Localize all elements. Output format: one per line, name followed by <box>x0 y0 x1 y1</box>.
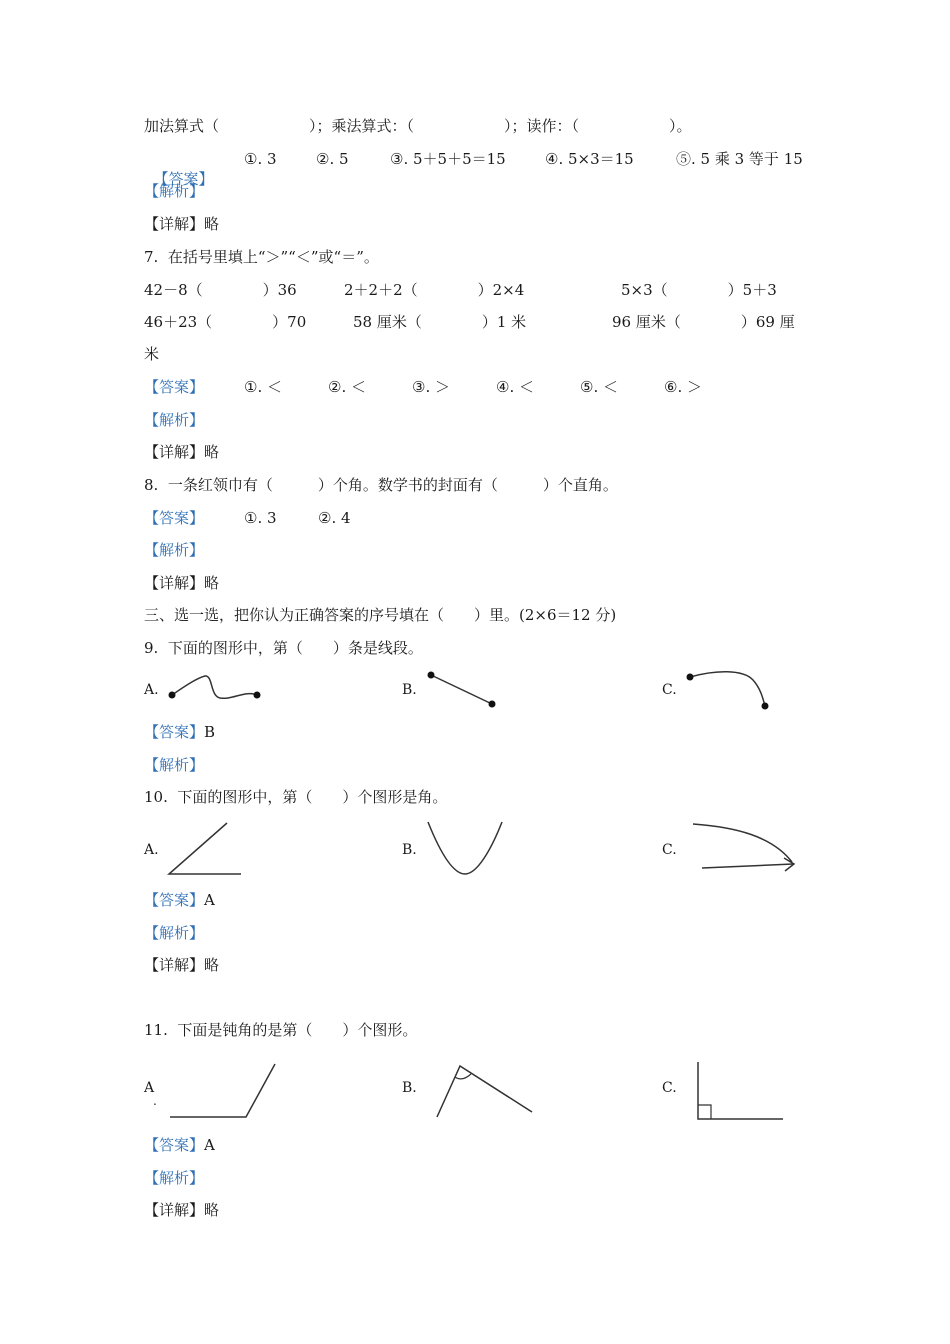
q7-answer-2: ②. ＜ <box>328 378 366 396</box>
detail-text: 略 <box>204 956 220 974</box>
q11-stem: 11. 下面是钝角的是第（ ）个图形。 <box>144 1021 418 1039</box>
answer-label: 【答案】 <box>153 170 214 188</box>
q11-obtuse-angle-figure <box>168 1062 280 1120</box>
answer-label: 【答案】 <box>144 891 205 909</box>
q10-angle-figure <box>165 820 245 878</box>
detail-text: 略 <box>204 443 220 461</box>
q9-line-segment-figure <box>425 670 500 710</box>
q9-stem: 9. 下面的图形中，第（ ）条是线段。 <box>144 639 423 657</box>
q11-answer-line <box>144 1135 215 1155</box>
section-title: 三、选一选，把你认为正确答案的序号填在（ ）里。(2×6＝12 分) <box>144 606 617 624</box>
detail-label: 【详解】 <box>144 443 205 461</box>
q7-compare-1: 42－8（ ）36 <box>144 281 297 299</box>
q10-detail-line <box>144 955 219 975</box>
q8-answer-2: ②. 4 <box>318 509 351 527</box>
answer-value: A <box>204 891 215 909</box>
q6-blanks-line: 加法算式（ ）；乘法算式：（ ）；读作：（ ）。 <box>144 117 692 135</box>
q7-analysis-label: 【解析】 <box>144 411 205 429</box>
detail-label: 【详解】 <box>144 956 205 974</box>
answer-label: 【答案】 <box>144 1136 205 1154</box>
q6-analysis-label: 【解析】 <box>144 182 205 200</box>
q10-option-c-label: C. <box>662 842 677 858</box>
q11-detail-line <box>144 1200 219 1220</box>
q8-answer-1: ①. 3 <box>244 509 277 527</box>
q7-compare-5: 58 厘米（ ）1 米 <box>353 313 527 331</box>
q10-curve-arrow-figure <box>690 820 800 875</box>
q7-compare-3: 5×3（ ）5＋3 <box>621 281 777 299</box>
q6-answer-3: ③. 5＋5＋5＝15 <box>390 150 506 168</box>
q10-option-b-label: B. <box>402 842 417 858</box>
q9-answer-line <box>144 722 215 742</box>
detail-text: 略 <box>204 574 220 592</box>
q7-answer-label: 【答案】 <box>144 378 205 396</box>
q10-parabola-figure <box>425 820 505 878</box>
q9-option-c-label: C. <box>662 682 677 698</box>
detail-label: 【详解】 <box>144 215 205 233</box>
q7-answer-6: ⑥. ＞ <box>664 378 702 396</box>
q9-wavy-curve-figure <box>165 668 265 703</box>
q9-curved-line-figure <box>685 665 775 713</box>
detail-label: 【详解】 <box>144 1201 205 1219</box>
q11-right-angle-figure <box>693 1060 788 1122</box>
q8-answer-label: 【答案】 <box>144 509 205 527</box>
q10-stem: 10. 下面的图形中，第（ ）个图形是角。 <box>144 788 448 806</box>
q7-stem: 7. 在括号里填上“＞”“＜”或“＝”。 <box>144 248 379 266</box>
q7-compare-4: 46＋23（ ）70 <box>144 313 307 331</box>
q6-answer-1: ①. 3 <box>244 150 277 168</box>
q11-option-a-label: A <box>144 1080 155 1096</box>
q11-analysis-label: 【解析】 <box>144 1169 205 1187</box>
q10-answer-line <box>144 890 215 910</box>
detail-text: 略 <box>204 215 220 233</box>
q6-answer-4: ④. 5×3＝15 <box>545 150 634 168</box>
q11-option-a-dot: . <box>153 1094 157 1108</box>
q7-compare-6: 96 厘米（ ）69 厘 <box>612 313 795 331</box>
q8-stem: 8. 一条红领巾有（ ）个角。数学书的封面有（ ）个直角。 <box>144 476 618 494</box>
answer-value: A <box>204 1136 215 1154</box>
q7-answer-1: ①. ＜ <box>244 378 282 396</box>
q8-analysis-label: 【解析】 <box>144 541 205 559</box>
q9-option-b-label: B. <box>402 682 417 698</box>
q6-detail-line <box>144 214 219 234</box>
q8-detail-line <box>144 573 219 593</box>
q10-option-a-label: A. <box>144 842 159 858</box>
q10-analysis-label: 【解析】 <box>144 924 205 942</box>
q7-detail-line <box>144 442 219 462</box>
detail-label: 【详解】 <box>144 574 205 592</box>
q7-answer-4: ④. ＜ <box>496 378 534 396</box>
answer-value: B <box>204 723 216 741</box>
q11-option-b-label: B. <box>402 1080 417 1096</box>
q6-answer-2: ②. 5 <box>316 150 349 168</box>
q9-analysis-label: 【解析】 <box>144 756 205 774</box>
q7-answer-3: ③. ＞ <box>412 378 450 396</box>
q9-option-a-label: A. <box>144 682 159 698</box>
detail-text: 略 <box>204 1201 220 1219</box>
q7-compare-2: 2＋2＋2（ ）2×4 <box>344 281 525 299</box>
q6-answer-5: ⑤. 5 乘 3 等于 15 <box>676 150 803 168</box>
q7-wrap-text: 米 <box>144 345 160 363</box>
q11-acute-angle-figure <box>433 1062 537 1120</box>
q11-option-c-label: C. <box>662 1080 677 1096</box>
answer-label: 【答案】 <box>144 723 205 741</box>
q7-answer-5: ⑤. ＜ <box>580 378 618 396</box>
